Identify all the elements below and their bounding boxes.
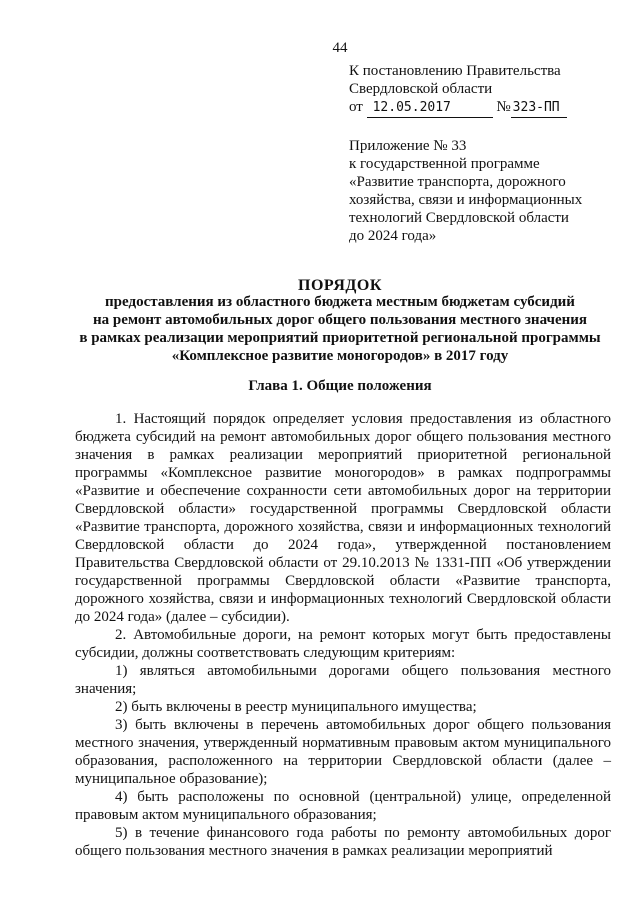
document-body (75, 410, 611, 860)
subtitle-line: на ремонт автомобильных дорог общего пользования местного значения (92, 312, 587, 328)
appendix-block (349, 137, 609, 245)
appendix-line: Приложение № 33 (349, 138, 467, 154)
approval-number: 323-ПП (511, 99, 567, 118)
paragraph: 2. Автомобильные дороги, на ремонт которых могут быть предоставлены субсидии, должны соответствовать следующим критериям: (75, 627, 611, 661)
paragraph: 2) быть включены в реестр муниципального имущества; (115, 699, 477, 715)
approval-line-1: К постановлению Правительства (349, 63, 561, 79)
page-number: 44 (332, 40, 348, 56)
paragraph: 1) являться автомобильными дорогами общего пользования местного значения; (75, 663, 611, 697)
paragraph: 4) быть расположены по основной (центральной) улице, определенной правовым актом муниципального образования; (75, 789, 611, 823)
paragraph: 1. Настоящий порядок определяет условия предоставления из областного бюджета субсидий на ремонт автомобильных дорог общего пользования местного значения в рамках реализации мероприятий приоритетной региональной программы «Комплексное развитие моногородов» в рамках подпрограммы «Развитие и обеспечение сохранности сети автомобильных дорог на территории Свердловской области» государственной программы Свердловской области «Развитие транспорта, дорожного хозяйства, связи и информационных технологий Свердловской области до 2024 года», утвержденной постановлением Правительства Свердловской области от 29.10.2013 № 1331-ПП «Об утверждении государственной программы Свердловской области «Развитие транспорта, дорожного хозяйства, связи и информационных технологий Свердловской области до 2024 года» (далее – субсидии). (75, 411, 611, 625)
approval-line-2: Свердловской области (349, 81, 493, 97)
approval-date-line (349, 98, 609, 118)
number-prefix: № (496, 99, 511, 115)
document-title: ПОРЯДОК (298, 277, 382, 294)
appendix-line: к государственной программе (349, 156, 540, 172)
date-prefix: от (349, 99, 363, 115)
paragraph: 3) быть включены в перечень автомобильных дорог общего пользования местного значения, утвержденный нормативным правовым актом муниципального образования, расположенного на территории Свердловской области (далее – муниципальное образование); (75, 717, 611, 787)
subtitle-line: «Комплексное развитие моногородов» в 2017 году (171, 348, 509, 364)
appendix-line: до 2024 года» (349, 228, 437, 244)
appendix-line: технологий Свердловской области (349, 210, 569, 226)
appendix-line: «Развитие транспорта, дорожного (349, 174, 566, 190)
chapter-heading: Глава 1. Общие положения (248, 378, 432, 394)
subtitle-line: в рамках реализации мероприятий приоритетной региональной программы (79, 330, 601, 346)
paragraph: 5) в течение финансового года работы по ремонту автомобильных дорог общего пользования местного значения в рамках реализации мероприятий (75, 825, 611, 859)
document-subtitle (60, 293, 620, 365)
appendix-line: хозяйства, связи и информационных (349, 192, 583, 208)
approval-date: 12.05.2017 (367, 99, 493, 118)
subtitle-line: предоставления из областного бюджета местным бюджетам субсидий (105, 294, 575, 310)
approval-block (349, 62, 609, 118)
